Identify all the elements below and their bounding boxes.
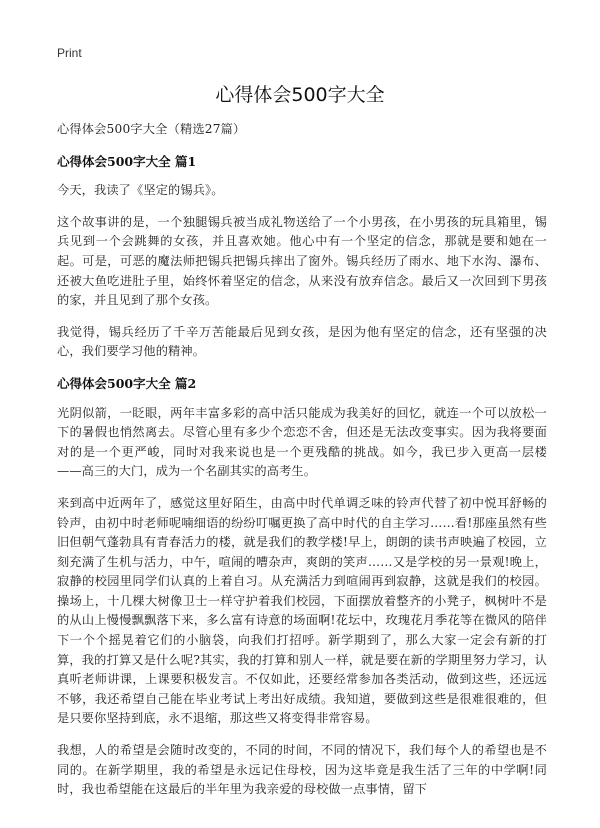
print-link[interactable]: Print [57,46,82,60]
paragraph: 光阴似箭，一眨眼，两年丰富多彩的高中活只能成为我美好的回忆，就连一个可以放松一下的暑假也悄然离去。尽管心里有多少个恋恋不舍，但还是无法改变事实。因为我将要面对的是一个更严峻，同时对我来说也是一个更残酷的挑战。如今，我已步入更高一层楼——高三的大门，成为一个名副其实的高考生。 [57,405,547,479]
paragraph: 这个故事讲的是，一个独腿锡兵被当成礼物送给了一个小男孩，在小男孩的玩具箱里，锡兵见到一个会跳舞的女孩，并且喜欢她。他心中有一个坚定的信念，那就是要和她在一起。可是，可恶的魔法师把锡兵把锡兵摔出了窗外。锡兵经历了雨水、地下水沟、瀑布、还被大鱼吃进肚子里，始终怀着坚定的信念，从来没有放弃信念。最后又一次回到下男孩的家，并且见到了那个女孩。 [57,214,547,308]
document-subtitle: 心得体会500字大全（精选27篇） [57,122,246,136]
section-heading: 心得体会500字大全 篇1 [57,153,197,169]
document-title: 心得体会500字大全 [215,84,385,106]
section-1 [57,152,547,362]
section-2 [57,374,547,800]
section-heading: 心得体会500字大全 篇2 [57,375,197,391]
paragraph: 我觉得，锡兵经历了千辛万苦能最后见到女孩，是因为他有坚定的信念，还有坚强的决心，我们要学习他的精神。 [57,324,547,359]
paragraph: 今天，我读了《坚定的锡兵》。 [57,183,224,198]
document-body [57,120,547,812]
paragraph: 我想，人的希望是会随时改变的，不同的时间，不同的情况下，我们每个人的希望也是不同的。在新学期里，我的希望是永远记住母校，因为这毕竟是我生活了三年的中学啊!同时，我也希望能在这最后的半年里为我亲爱的母校做一点事情，留下 [57,743,547,797]
paragraph: 来到高中近两年了，感觉这里好陌生，由高中时代单调乏味的铃声代替了初中悦耳舒畅的铃声，由初中时老师呢喃细语的纷纷叮嘱更换了高中时代的自主学习……看!那座虽然有些旧但朝气蓬勃具有青春活力的楼，就是我们的教学楼!早上，朗朗的读书声映遍了校园，立刻充满了生机与活力，中午，喧闹的嘈杂声，爽朗的笑声……又是学校的另一景观!晚上，寂静的校园里同学们认真的上着自习。从充满活力到喧闹再到寂静，这就是我们的校园。操场上，十几棵大树像卫士一样守护着我们校园，下面摆放着整齐的小凳子，枫树叶不是的从山上慢慢飘飘落下来，多么富有诗意的场面啊!花坛中，玫瑰花月季花等在微风的陪伴下一个个摇晃着它们的小脑袋，向我们打招呼。新学期到了，那么大家一定会有新的打算，我的打算又是什么呢?其实，我的打算和别人一样，就是要在新的学期里努力学习，认真听老师讲课，上课要积极发言。不仅如此，还要经常参加各类活动，做到这些，还远远不够，我还希望自己能在毕业考试上考出好成绩。我知道，要做到这些是很难很难的，但是只要你坚持到底，永不退缩，那这些又将变得非常容易。 [57,495,547,726]
